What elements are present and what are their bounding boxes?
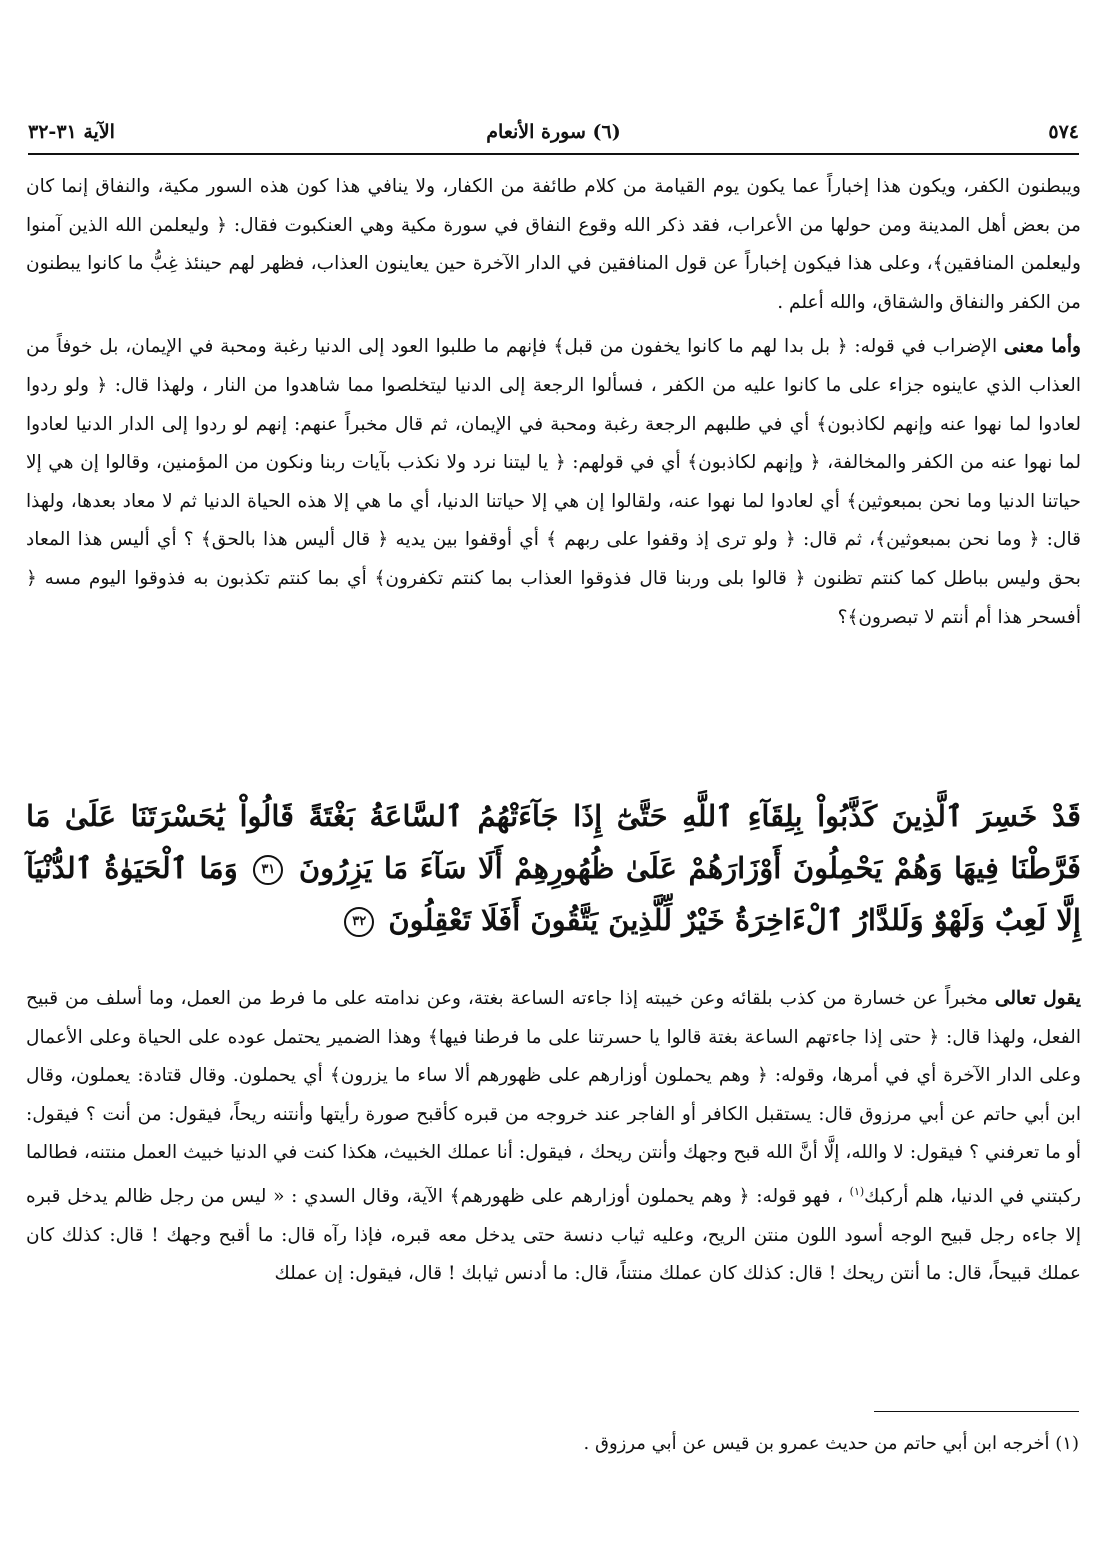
- tafsir-text-continued: ، فهو قوله: ﴿ وهم يحملون أوزارهم على ظهورهم﴾ الآية، وقال السدي : « ليس من رجل ظالم يدخل قبره إلا جاءه رجل قبيح الوجه أسود اللون منتن الريح، وعليه ثياب دنسة حتى يدخل معه قبره، فإذا رآه قال: ما أقبح وجهك ! قال: كذلك كان عملك قبيحاً، قال: ما أنتن ريحك ! قال: كذلك كان عملك منتناً، قال: ما أدنس ثيابك ! قال، فيقول: إن عملك: [26, 1186, 1081, 1285]
- verse-31-marker: ٣١: [253, 855, 283, 885]
- footnote: (١) أخرجه ابن أبي حاتم من حديث عمرو بن قيس عن أبي مرزوق .: [583, 1433, 1079, 1454]
- quran-verses: [26, 790, 1081, 946]
- footnote-divider: [874, 1411, 1079, 1412]
- verse-range: الآية ٣١-٣٢: [28, 121, 115, 143]
- verse-32-text: وَمَا ٱلْحَيَوٰةُ ٱلدُّنْيَآ إِلَّا لَعِبٌ وَلَهْوٌ وَلَلدَّارُ ٱلْءَاخِرَةُ خَيْرٌ لِّلَّذِينَ يَتَّقُونَ أَفَلَا تَعْقِلُونَ: [26, 851, 1081, 937]
- paragraph-2-lead: وأما معنى: [1003, 336, 1081, 358]
- surah-title: (٦) سورة الأنعام: [486, 121, 621, 143]
- page-header: [28, 112, 1079, 152]
- page-number: ٥٧٤: [1048, 121, 1079, 143]
- paragraph-2: [26, 328, 1081, 637]
- paragraph-2-text: الإضراب في قوله: ﴿ بل بدا لهم ما كانوا يخفون من قبل﴾ فإنهم ما طلبوا العود إلى الدنيا رغبة ومحبة في الإيمان، بل خوفاً من العذاب الذي عاينوه جزاء على ما كانوا عليه من الكفر ، فسألوا الرجعة إلى الدنيا ليتخلصوا مما شاهدوا من النار ، ولهذا قال: ﴿ ولو ردوا لعادوا لما نهوا عنه وإنهم لكاذبون﴾ أي في طلبهم الرجعة رغبة ومحبة في الإيمان، ثم قال مخبراً عنهم: إنهم لو ردوا إلى الدار الدنيا لعادوا لما نهوا عنه من الكفر والمخالفة، ﴿ وإنهم لكاذبون﴾ أي في قولهم: ﴿ يا ليتنا نرد ولا نكذب بآيات ربنا ونكون من المؤمنين، وقالوا إن هي إلا حياتنا الدنيا وما نحن بمبعوثين﴾ أي لعادوا لما نهوا عنه، ولقالوا إن هي إلا حياتنا الدنيا، أي ما هي إلا هذه الحياة الدنيا ثم لا معاد بعدها، ولهذا قال: ﴿ وما نحن بمبعوثين﴾، ثم قال: ﴿ ولو ترى إذ وقفوا على ربهم ﴾ أي أوقفوا بين يديه ﴿ قال أليس هذا بالحق﴾ ؟ أي أليس هذا المعاد بحق وليس بباطل كما كنتم تظنون ﴿ قالوا بلى وربنا قال فذوقوا العذاب بما كنتم تكفرون﴾ أي بما كنتم تكذبون به فذوقوا اليوم مسه ﴿ أفسحر هذا أم أنتم لا تبصرون﴾؟: [26, 336, 1081, 628]
- commentary-block: [26, 168, 1081, 637]
- verse-32-marker: ٣٢: [344, 907, 374, 937]
- header-divider: [28, 153, 1079, 155]
- paragraph-1: ويبطنون الكفر، ويكون هذا إخباراً عما يكون يوم القيامة من كلام طائفة من الكفار، ولا ينافي هذا كون هذه السور مكية، والنفاق إنما كان من بعض أهل المدينة ومن حولها من الأعراب، فقد ذكر الله وقوع النفاق في سورة مكية وهي العنكبوت فقال: ﴿ وليعلمن الله الذين آمنوا وليعلمن المنافقين﴾، وعلى هذا فيكون إخباراً عن قول المنافقين في الدار الآخرة حين يعاينون العذاب، فظهر لهم حينئذ غِبُّ ما كانوا يبطنون من الكفر والنفاق والشقاق، والله أعلم .: [26, 176, 1081, 313]
- tafsir-block: [26, 980, 1081, 1294]
- footnote-ref: (١): [849, 1184, 865, 1198]
- tafsir-lead: يقول تعالى: [994, 988, 1081, 1009]
- verse-31-text: قَدْ خَسِرَ ٱلَّذِينَ كَذَّبُواْ بِلِقَآءِ ٱللَّهِ حَتَّىٰٓ إِذَا جَآءَتْهُمُ ٱلسَّاعَةُ بَغْتَةً قَالُواْ يَٰحَسْرَتَنَا عَلَىٰ مَا فَرَّطْنَا فِيهَا وَهُمْ يَحْمِلُونَ أَوْزَارَهُمْ عَلَىٰ ظُهُورِهِمْ أَلَا سَآءَ مَا يَزِرُونَ: [26, 799, 1081, 885]
- tafsir-text: مخبراً عن خسارة من كذب بلقائه وعن خيبته إذا جاءته الساعة بغتة، وعن ندامته على ما فرط من العمل، وما أسلف من قبيح الفعل، ولهذا قال: ﴿ حتى إذا جاءتهم الساعة بغتة قالوا يا حسرتنا على ما فرطنا فيها﴾ وهذا الضمير يحتمل عوده على الحياة وعلى الأعمال وعلى الدار الآخرة أي في أمرها، وقوله: ﴿ وهم يحملون أوزارهم على ظهورهم ألا ساء ما يزرون﴾ أي يحملون. وقال قتادة: يعملون، وقال ابن أبي حاتم عن أبي مرزوق قال: يستقبل الكافر أو الفاجر عند خروجه من قبره كأقبح صورة رأيتها وأنتنه ريحاً، فيقول: من أنت ؟ فيقول: أو ما تعرفني ؟ فيقول: لا والله، إلَّا أنَّ الله قبح وجهك وأنتن ريحك ، فيقول: أنا عملك الخبيث، هكذا كنت في الدنيا خبيث العمل منتنه، فطالما ركبتني في الدنيا، هلم أركبك: [26, 988, 1081, 1208]
